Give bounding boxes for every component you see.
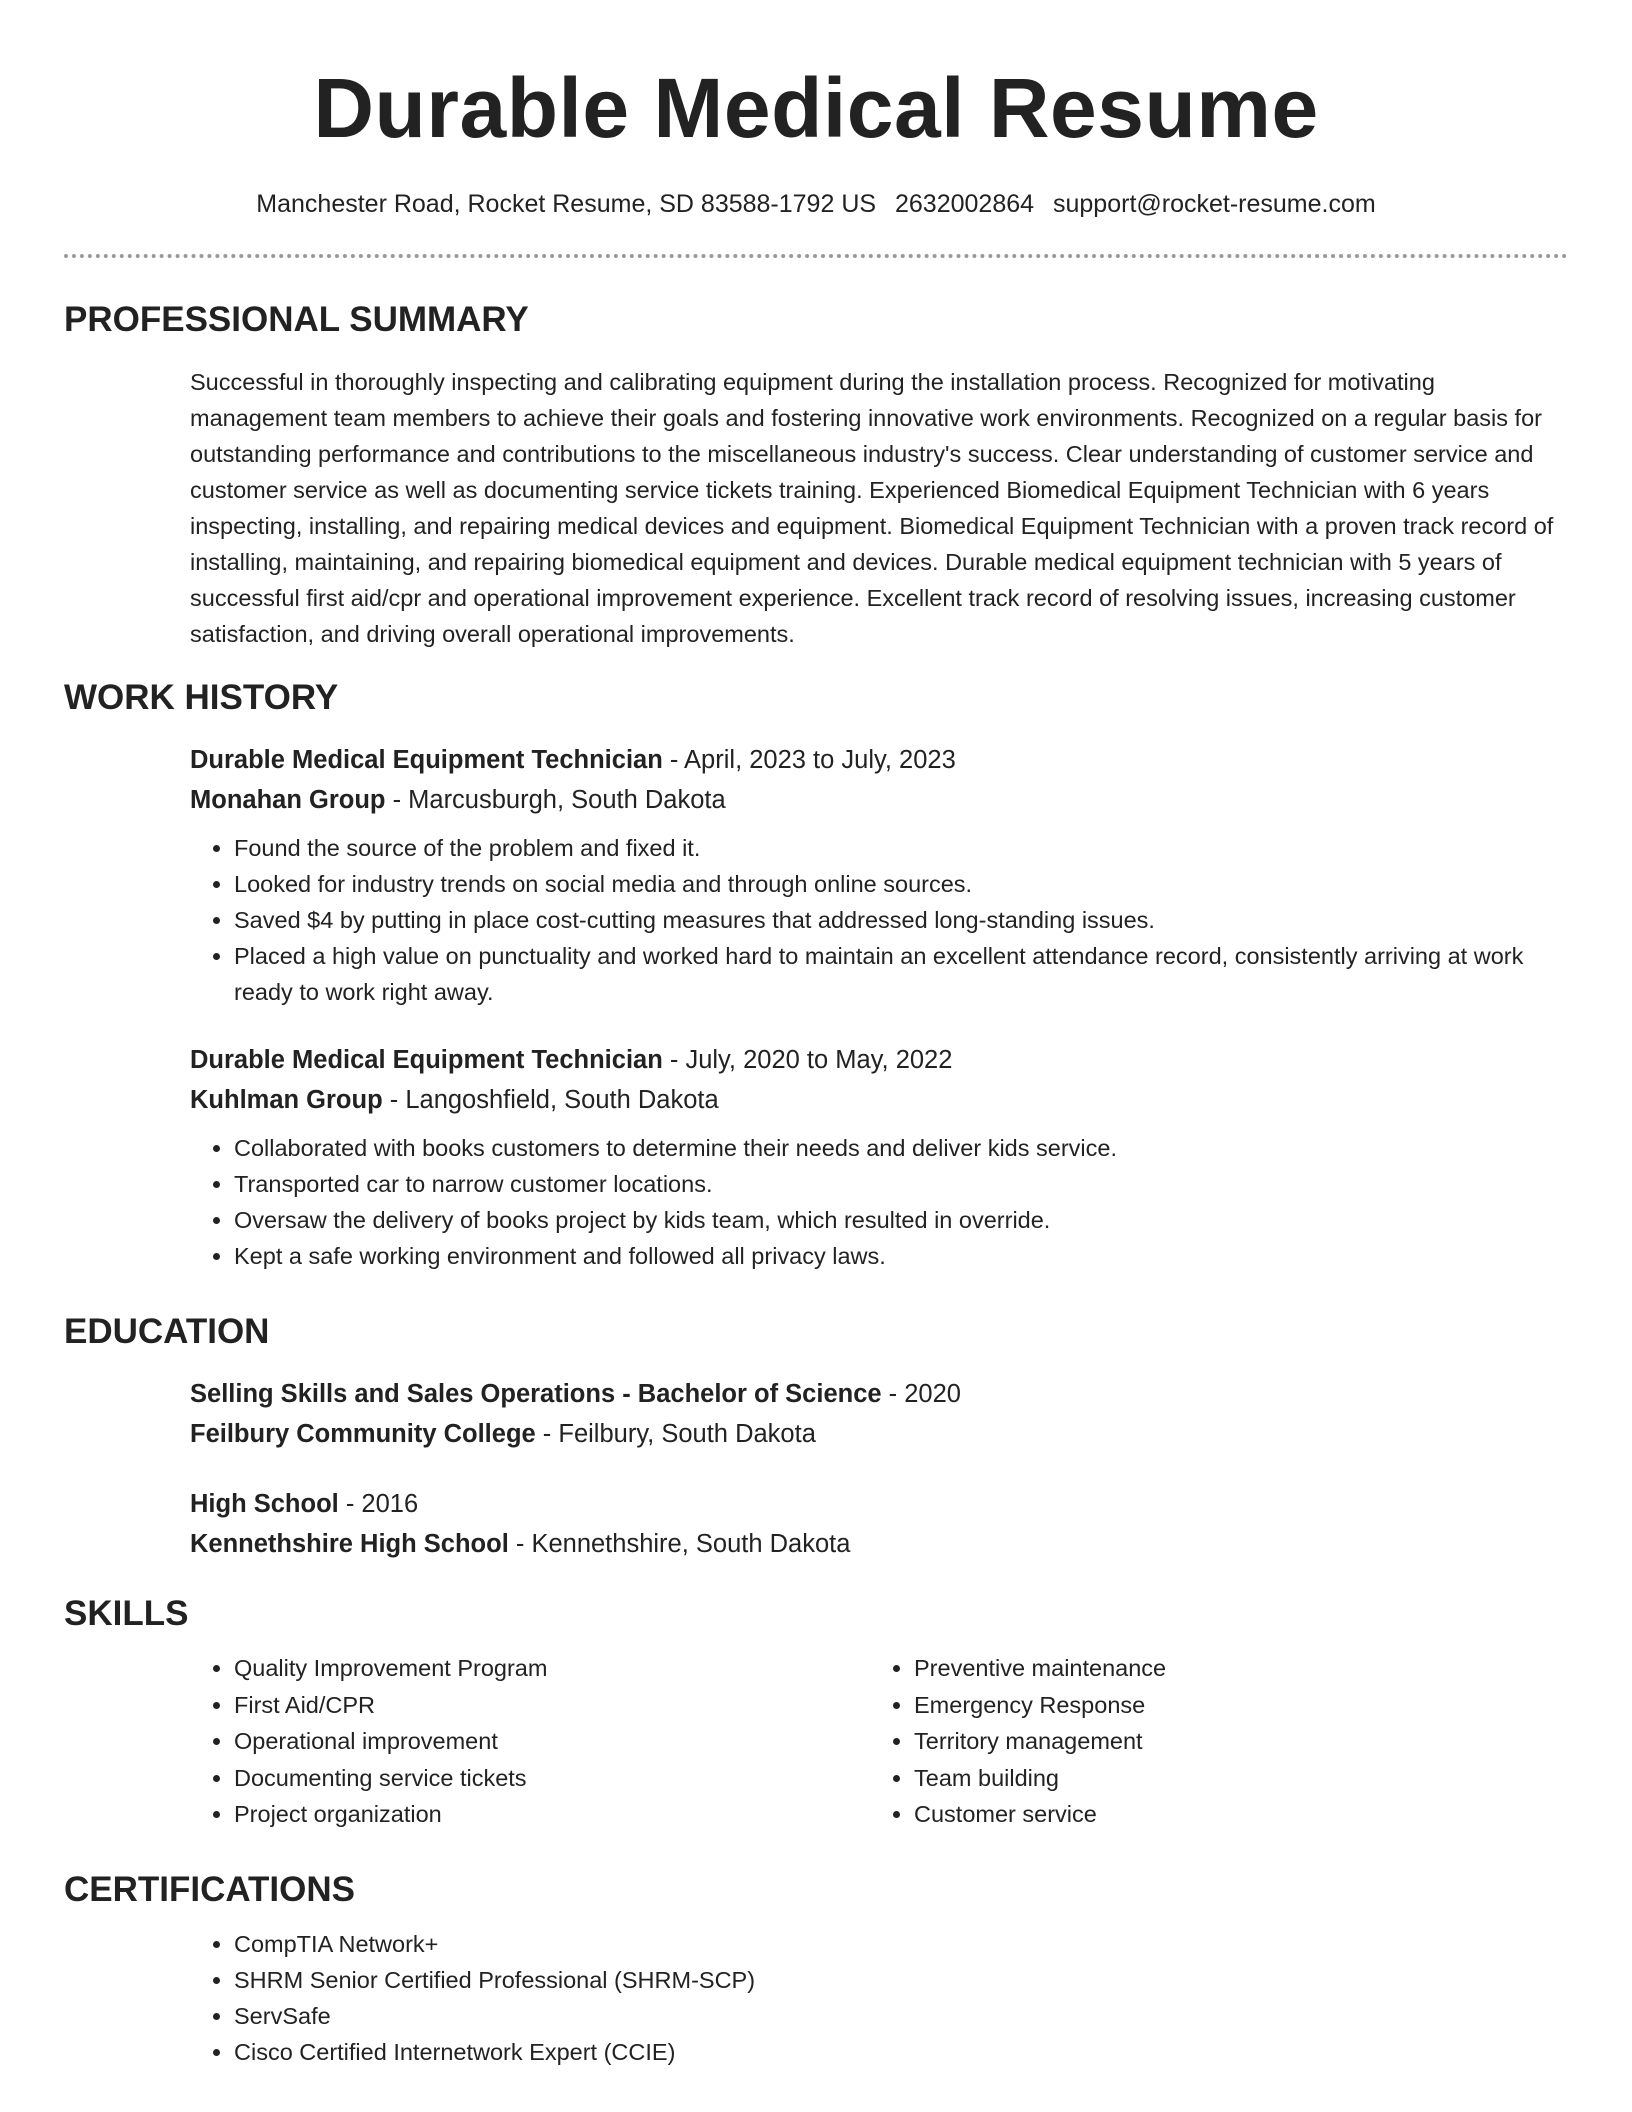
job-entry <box>190 1040 1554 1274</box>
list-item: • Placed a high value on punctuality and worked hard to maintain an excellent attendance record, consistently arriving at work ready to work right away. <box>234 938 1554 1010</box>
job-company-line <box>190 1080 1554 1120</box>
list-item: • Emergency Response <box>914 1687 1550 1724</box>
school-location: - Kennethshire, South Dakota <box>508 1530 851 1558</box>
job-company: Monahan Group <box>190 786 386 814</box>
job-entry <box>190 740 1554 1010</box>
job-bullets <box>190 1130 1554 1274</box>
skills-grid <box>190 1650 1554 1833</box>
list-item: • Territory management <box>914 1723 1550 1760</box>
summary-text: Successful in thoroughly inspecting and calibrating equipment during the installation process. Recognized for motivating management team members to achieve their goals and fostering innovative work environments. Recognized on a regular basis for outstanding performance and contributions to the miscellaneous industry's success. Clear understanding of customer service and customer service as well as documenting service tickets training. Experienced Biomedical Equipment Technician with 6 years inspecting, installing, and repairing medical devices and equipment. Biomedical Equipment Technician with a proven track record of installing, maintaining, and repairing biomedical equipment and devices. Durable medical equipment technician with 5 years of successful first aid/cpr and operational improvement experience. Excellent track record of resolving issues, increasing customer satisfaction, and driving overall operational improvements. <box>190 369 1554 647</box>
education-heading: EDUCATION <box>64 1312 270 1351</box>
list-item: • Customer service <box>914 1796 1550 1833</box>
list-item: • Team building <box>914 1760 1550 1797</box>
work-history-section <box>64 676 1568 1274</box>
degree-line <box>190 1374 1554 1414</box>
certifications-list <box>190 1926 1554 2070</box>
degree-name: High School <box>190 1490 339 1518</box>
job-location: - Marcusburgh, South Dakota <box>385 786 726 814</box>
education-section <box>64 1310 1568 1564</box>
certifications-list-wrap <box>190 1926 1554 2070</box>
degree-year: - 2020 <box>881 1380 961 1408</box>
school-name: Kennethshire High School <box>190 1530 509 1558</box>
school-line <box>190 1414 1554 1454</box>
school-location: - Feilbury, South Dakota <box>535 1420 816 1448</box>
school-line <box>190 1524 1554 1564</box>
list-item: • Transported car to narrow customer locations. <box>234 1166 1554 1202</box>
list-item: • Found the source of the problem and fixed it. <box>234 830 1554 866</box>
list-item: • First Aid/CPR <box>234 1687 870 1724</box>
list-item: • Operational improvement <box>234 1723 870 1760</box>
education-entry <box>190 1374 1554 1454</box>
skills-column-right <box>870 1650 1550 1833</box>
school-name: Feilbury Community College <box>190 1420 536 1448</box>
list-item: • Kept a safe working environment and followed all privacy laws. <box>234 1238 1554 1274</box>
list-item: • Saved $4 by putting in place cost-cutting measures that addressed long-standing issues. <box>234 902 1554 938</box>
list-item: • SHRM Senior Certified Professional (SHRM-SCP) <box>234 1962 1554 1998</box>
list-item: • Documenting service tickets <box>234 1760 870 1797</box>
degree-line <box>190 1484 1554 1524</box>
certifications-section <box>64 1868 1568 2070</box>
contact-line <box>64 188 1568 220</box>
work-history-heading: WORK HISTORY <box>64 678 339 717</box>
contact-address: Manchester Road, Rocket Resume, SD 83588-1792 US <box>256 190 877 218</box>
list-item: • Preventive maintenance <box>914 1650 1550 1687</box>
contact-email: support@rocket-resume.com <box>1053 190 1376 218</box>
list-item: • Cisco Certified Internetwork Expert (CCIE) <box>234 2034 1554 2070</box>
list-item: • Looked for industry trends on social media and through online sources. <box>234 866 1554 902</box>
education-entry <box>190 1484 1554 1564</box>
list-item: • ServSafe <box>234 1998 1554 2034</box>
skills-column-left <box>190 1650 870 1833</box>
certifications-heading: CERTIFICATIONS <box>64 1870 356 1909</box>
summary-heading: PROFESSIONAL SUMMARY <box>64 300 529 339</box>
job-company: Kuhlman Group <box>190 1086 383 1114</box>
job-dates: - April, 2023 to July, 2023 <box>662 746 956 774</box>
degree-year: - 2016 <box>338 1490 419 1518</box>
list-item: • Quality Improvement Program <box>234 1650 870 1687</box>
job-title-line <box>190 1040 1554 1080</box>
list-item: • CompTIA Network+ <box>234 1926 1554 1962</box>
list-item: • Collaborated with books customers to determine their needs and deliver kids service. <box>234 1130 1554 1166</box>
job-company-line <box>190 780 1554 820</box>
job-location: - Langoshfield, South Dakota <box>382 1086 719 1114</box>
degree-name: Selling Skills and Sales Operations - Bachelor of Science <box>190 1380 882 1408</box>
summary-section <box>64 298 1568 652</box>
skills-heading: SKILLS <box>64 1594 189 1633</box>
resume-title: Durable Medical Resume <box>313 61 1319 155</box>
header-divider <box>64 254 1568 258</box>
job-dates: - July, 2020 to May, 2022 <box>662 1046 953 1074</box>
contact-phone: 2632002864 <box>895 190 1035 218</box>
job-bullets <box>190 830 1554 1010</box>
resume-page <box>64 0 1568 2065</box>
job-role: Durable Medical Equipment Technician <box>190 746 663 774</box>
list-item: • Oversaw the delivery of books project by kids team, which resulted in override. <box>234 1202 1554 1238</box>
job-role: Durable Medical Equipment Technician <box>190 1046 663 1074</box>
skills-section <box>64 1592 1568 1833</box>
list-item: • Project organization <box>234 1796 870 1833</box>
job-title-line <box>190 740 1554 780</box>
